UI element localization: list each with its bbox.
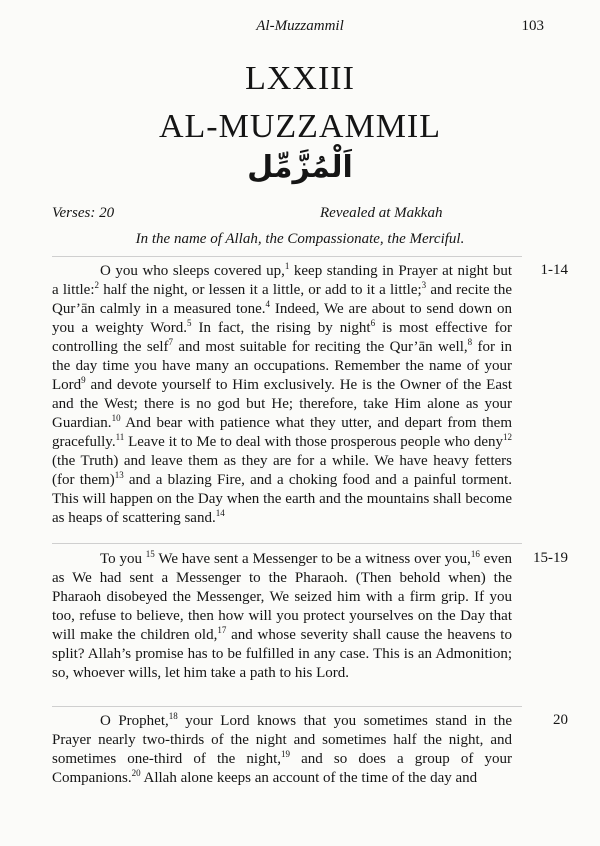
divider <box>52 256 522 257</box>
divider <box>52 543 522 544</box>
running-title: Al-Muzzammil <box>256 18 344 34</box>
verse-range-1: 1-14 <box>540 262 568 278</box>
passage-segment: O you who sleeps covered up, <box>100 263 285 279</box>
footnote-marker: 20 <box>131 768 141 778</box>
passage-1 <box>52 262 512 528</box>
footnote-marker: 2 <box>94 280 100 290</box>
footnote-marker: 17 <box>217 625 227 635</box>
footnote-marker: 5 <box>186 318 192 328</box>
passage-segment: Allah alone keeps an account of the time of the day and <box>140 770 478 786</box>
passage-segment: And bear with patience what they utter, and depart from them gracefully. <box>52 415 512 450</box>
passage-segment: To you <box>100 551 146 567</box>
passage-segment: and a blazing Fire, and a choking food and a painful torment. This will happen on the Day when the earth and the mountains shall become as heaps of scattering sand. <box>52 472 512 526</box>
verse-range-2: 15-19 <box>533 550 568 566</box>
footnote-marker: 19 <box>281 749 291 759</box>
footnote-marker: 13 <box>114 470 124 480</box>
invocation: In the name of Allah, the Compassionate, the Merciful. <box>135 231 465 247</box>
passage-segment: Indeed, We are about to send down on you a weighty Word. <box>52 301 512 336</box>
divider <box>52 706 522 707</box>
passage-segment: keep standing in Prayer at night but a little: <box>52 263 512 298</box>
passage-segment: half the night, or lessen it a little, or add to it a little; <box>99 282 422 298</box>
running-head <box>0 14 600 38</box>
arabic-chapter-title: اَلْمُزَّمِّل <box>247 150 353 185</box>
verse-range-3: 20 <box>553 712 568 728</box>
footnote-marker: 6 <box>370 318 376 328</box>
passage-3 <box>52 712 512 788</box>
passage-segment: In fact, the rising by night <box>191 320 371 336</box>
footnote-marker: 10 <box>111 413 121 423</box>
footnote-marker: 3 <box>421 280 427 290</box>
passage-segment: and recite the Qur’ān calmly in a measured tone. <box>52 282 512 317</box>
footnote-marker: 8 <box>467 337 473 347</box>
footnote-marker: 16 <box>470 549 480 559</box>
passage-segment: and so does a group of your Companions. <box>52 751 512 786</box>
surah-meta <box>52 205 532 227</box>
passage-segment: Leave it to Me to deal with those prosperous people who deny <box>124 434 503 450</box>
verses-count: Verses: 20 <box>52 205 115 221</box>
passage-text <box>52 262 512 528</box>
footnote-marker: 7 <box>168 337 174 347</box>
chapter-title: AL-MUZZAMMIL <box>158 108 442 145</box>
chapter-number: LXXIII <box>245 60 355 97</box>
passage-2 <box>52 550 512 683</box>
passage-segment: and devote yourself to Him exclusively. He is the Owner of the East and the West; there is no god but He; therefore, take Him alone as your Guardian. <box>52 377 512 431</box>
footnote-marker: 11 <box>115 432 125 442</box>
passage-segment: and most suitable for reciting the Qur’ān well, <box>173 339 468 355</box>
passage-segment: for in the day time you have many an occupations. Remember the name of your Lord <box>52 339 512 393</box>
footnote-marker: 14 <box>215 508 225 518</box>
page-number: 103 <box>521 18 544 34</box>
footnote-marker: 15 <box>145 549 155 559</box>
footnote-marker: 12 <box>503 432 512 442</box>
passage-segment: your Lord knows that you sometimes stand in the Prayer nearly two-thirds of the night and sometimes half the night, and sometimes one-third of the night, <box>52 713 512 767</box>
passage-segment: (the Truth) and leave them as they are for a while. We have heavy fetters (for them) <box>52 453 512 488</box>
passage-segment: We have sent a Messenger to be a witness over you, <box>154 551 471 567</box>
passage-segment: and whose severity shall cause the heavens to split? Allah’s promise has to be fulfilled in any case. This is an Admonition; so, whoever wills, let him take a path to his Lord. <box>52 627 512 681</box>
footnote-marker: 4 <box>265 299 271 309</box>
revelation-place: Revealed at Makkah <box>320 205 443 221</box>
passage-segment: even as We had sent a Messenger to the Pharaoh. (Then behold when) the Pharaoh disobeyed the Messenger, We seized him with a firm grip. If you too, refuse to believe, then how will you protect yourselves on the Day that will make the children old, <box>52 551 512 643</box>
passage-text <box>52 550 512 683</box>
passage-segment: O Prophet, <box>100 713 169 729</box>
footnote-marker: 9 <box>81 375 86 385</box>
footnote-marker: 18 <box>168 711 178 721</box>
footnote-marker: 1 <box>284 261 290 271</box>
passage-segment: is most effective for controlling the self <box>52 320 512 355</box>
passage-text <box>52 712 512 788</box>
